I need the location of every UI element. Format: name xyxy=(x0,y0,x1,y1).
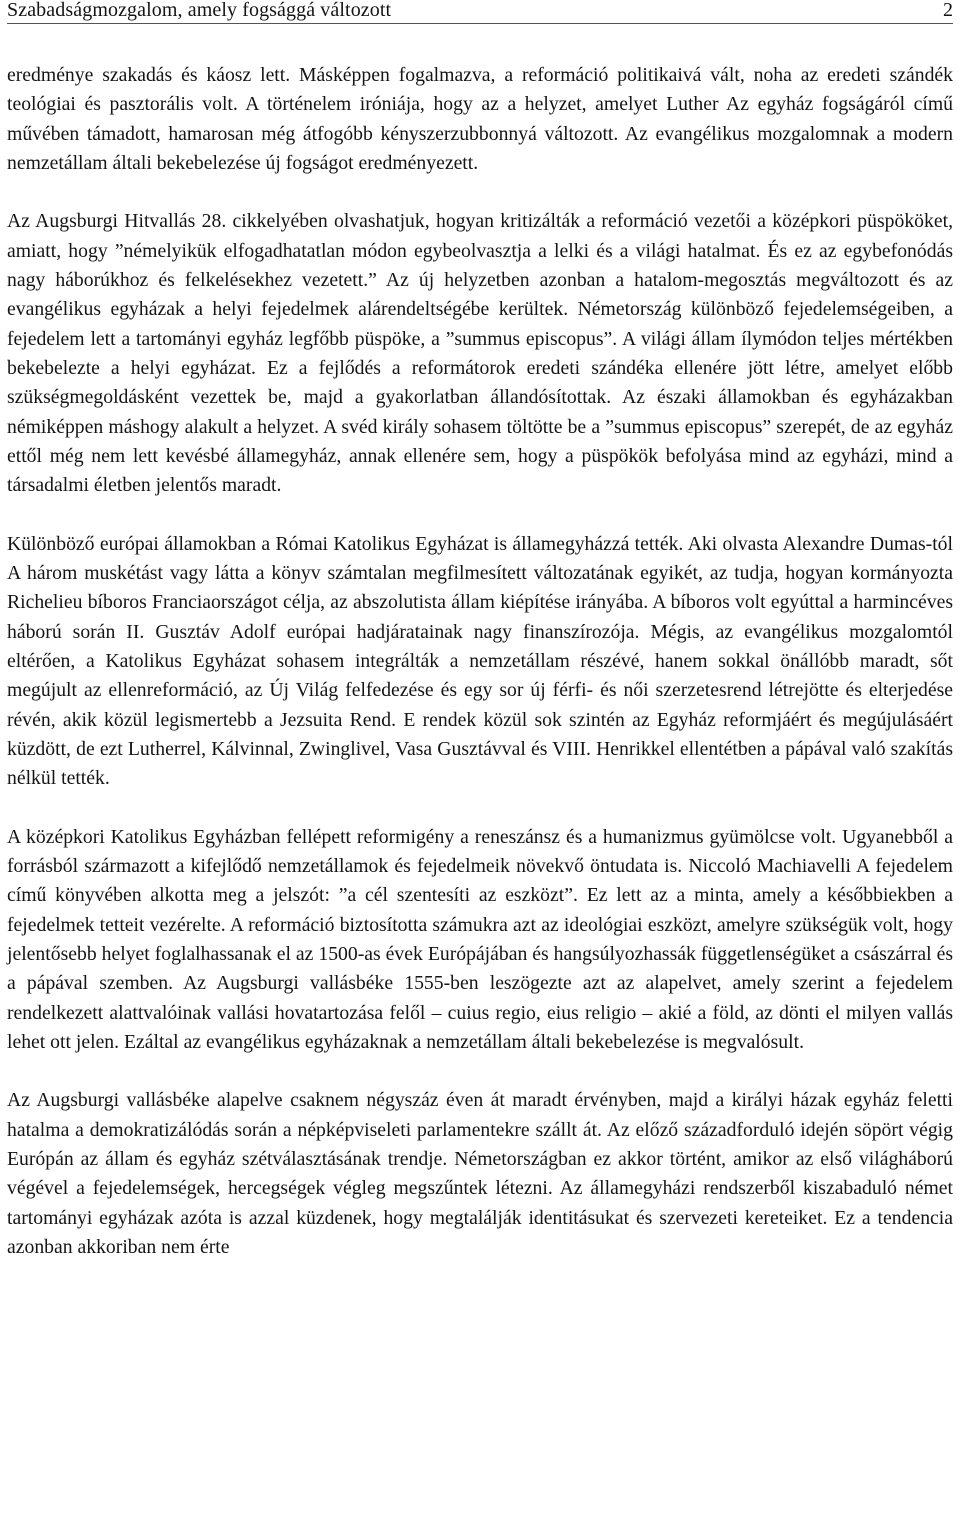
page-header xyxy=(7,0,953,24)
document-body xyxy=(7,61,953,1262)
header-rule xyxy=(7,23,953,24)
paragraph: Az Augsburgi vallásbéke alapelve csaknem négyszáz éven át maradt érvényben, majd a királyi házak egyház feletti hatalma a demokratizálódás során a népképviseleti parlamentekre szállt át. Az előző századforduló idején söpört végig Európán az állam és egyház szétválasztásának trendje. Németországban ez akkor történt, amikor az első világháború végével a fejedelemségek, hercegségek végleg megszűntek létezni. Az államegyházi rendszerből kiszabaduló német tartományi egyházak azóta is azzal küzdenek, hogy megtalálják identitásukat és szervezeti kereteiket. Ez a tendencia azonban akkoriban nem érte xyxy=(7,1089,953,1258)
running-title: Szabadságmozgalom, amely fogsággá változott xyxy=(7,0,392,21)
paragraph: eredménye szakadás és káosz lett. Másképpen fogalmazva, a reformáció politikaivá vált, noha az eredeti szándék teológiai és pasztorális volt. A történelem iróniája, hogy az a helyzet, amelyet Luther Az egyház fogságáról című művében támadott, hamarosan még átfogóbb kényszerzubbonnyá változott. Az evangélikus mozgalomnak a modern nemzetállam általi bekebelezése új fogságot eredményezett. xyxy=(7,64,953,174)
paragraph: A középkori Katolikus Egyházban fellépett reformigény a reneszánsz és a humanizmus gyümölcse volt. Ugyanebből a forrásból származott a kifejlődő nemzetállamok és fejedelmeik növekvő öntudata is. Niccoló Machiavelli A fejedelem című könyvében alkotta meg a jelszót: ”a cél szentesíti az eszközt”. Ez lett az a minta, amely a későbbiekben a fejedelmek tetteit vezérelte. A reformáció biztosította számukra azt az ideológiai eszközt, amelyre szükségük volt, hogy jelentősebb helyet foglalhassanak el az 1500-as évek Európájában és hangsúlyozhassák függetlenségüket a császárral és a pápával szemben. Az Augsburgi vallásbéke 1555-ben leszögezte azt az alapelvet, amely szerint a fejedelem rendelkezett alattvalóinak vallási hovatartozása felől – cuius regio, eius religio – akié a föld, az dönti el milyen vallás lehet ott jelen. Ezáltal az evangélikus egyházaknak a nemzetállam általi bekebelezése is megvalósult. xyxy=(7,825,953,1053)
document-page xyxy=(7,0,953,1258)
paragraph: Az Augsburgi Hitvallás 28. cikkelyében olvashatjuk, hogyan kritizálták a reformáció vezetői a középkori püspököket, amiatt, hogy ”némelyikük elfogadhatatlan módon egybeolvasztja a lelki és a világi hatalmat. És ez az egybefonódás nagy háborúkhoz és felkelésekhez vezetett.” Az új helyzetben azonban a hatalom-megosztás megváltozott és az evangélikus egyházak a helyi fejedelmek alárendeltségébe kerültek. Németország különböző fejedelemségeiben, a fejedelem lett a tartományi egyház legfőbb püspöke, a ”summus episcopus”. A világi állam ílymódon teljes mértékben bekebelezte a helyi egyházat. Ez a fejlődés a reformátorok eredeti szándéka ellenére jött létre, amelyet előbb szükségmegoldásként vezettek be, majd a gyakorlatban állandósítottak. Az északi államokban és egyházakban némiképpen máshogy alakult a helyzet. A svéd király sohasem töltötte be a ”summus episcopus” szerepét, de az egyház ettől még nem lett kevésbé államegyház, annak ellenére sem, hogy a püspökök befolyása mind az egyházi, mind a társadalmi életben jelentős maradt. xyxy=(7,210,953,497)
page-number: 2 xyxy=(943,0,953,21)
paragraph: Különböző európai államokban a Római Katolikus Egyházat is államegyházzá tették. Aki olvasta Alexandre Dumas-tól A három muskétást vagy látta a könyv számtalan megfilmesített változatának egyikét, az tudja, hogyan kormányozta Richelieu bíboros Franciaországot célja, az abszolutista állam kiépítése irányába. A bíboros volt egyúttal a harmincéves háború során II. Gusztáv Adolf európai hadjáratainak nagy finanszírozója. Mégis, az evangélikus mozgalomtól eltérően, a Katolikus Egyházat sohasem integrálták a nemzetállam részévé, hanem sokkal önállóbb maradt, sőt megújult az ellenreformáció, az Új Világ felfedezése és egy sor új férfi- és női szerzetesrend létrejötte és elterjedése révén, akik közül legismertebb a Jezsuita Rend. E rendek közül sok szintén az Egyház reformjáért és megújulásáért küzdött, de ezt Lutherrel, Kálvinnal, Zwinglivel, Vasa Gusztávval és VIII. Henrikkel ellentétben a pápával való szakítás nélkül tették. xyxy=(7,532,953,790)
